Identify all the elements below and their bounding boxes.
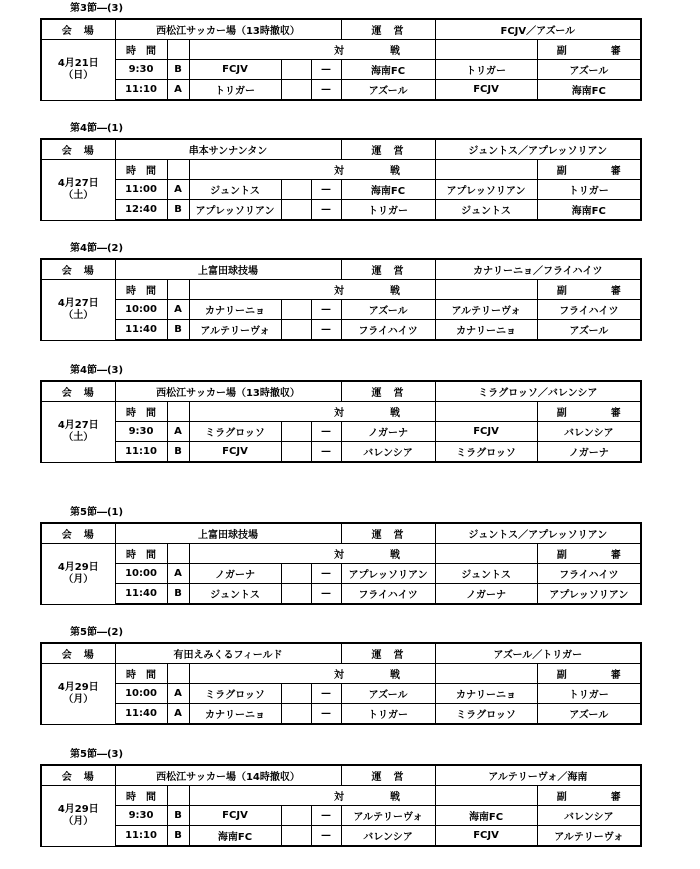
- venue-name: 串本サンナンタン: [115, 139, 341, 160]
- operation-label: 運 営: [341, 523, 435, 544]
- referee-header: [537, 544, 641, 564]
- match-header: [189, 786, 435, 806]
- kickoff-time: 9:30: [115, 422, 167, 442]
- match-date: [41, 402, 115, 463]
- group-header: [167, 40, 189, 60]
- round-title: 第4節―(1): [70, 123, 124, 134]
- vs-dash: —: [311, 300, 341, 320]
- time-header: 時 間: [115, 402, 167, 422]
- match-header-b: 戦: [390, 46, 401, 57]
- referee-1: ジュントス: [435, 200, 537, 221]
- group-letter: B: [167, 200, 189, 221]
- vs-spacer: [281, 300, 311, 320]
- date-text: 4月27日: [57, 297, 99, 309]
- match-date: [41, 664, 115, 725]
- operation-teams: アズール／トリガー: [435, 643, 641, 664]
- group-header: [167, 402, 189, 422]
- group-letter: A: [167, 180, 189, 200]
- match-header-b: 戦: [390, 550, 401, 561]
- game-row: [41, 180, 641, 200]
- match-header-a: 対: [334, 46, 345, 57]
- referee-header-a: 副: [556, 408, 567, 419]
- group-header: [167, 786, 189, 806]
- match-header-spacer: [435, 664, 537, 684]
- time-header: 時 間: [115, 160, 167, 180]
- date-text: 4月29日: [57, 561, 99, 573]
- vs-spacer: [281, 806, 311, 826]
- venue-label: 会 場: [41, 381, 115, 402]
- venue-row: [41, 523, 641, 544]
- venue-name: 西松江サッカー場（13時撤収）: [115, 19, 341, 40]
- venue-row: [41, 139, 641, 160]
- group-letter: A: [167, 422, 189, 442]
- referee-1: ノガーナ: [435, 584, 537, 605]
- venue-row: [41, 765, 641, 786]
- schedule-table: [40, 138, 642, 221]
- operation-teams: ミラグロッソ／バレンシア: [435, 381, 641, 402]
- referee-1: FCJV: [435, 80, 537, 101]
- time-header: 時 間: [115, 544, 167, 564]
- vs-dash: —: [311, 564, 341, 584]
- header-row: [41, 402, 641, 422]
- game-row: [41, 300, 641, 320]
- home-team: FCJV: [189, 806, 281, 826]
- venue-label: 会 場: [41, 19, 115, 40]
- away-team: 海南FC: [341, 60, 435, 80]
- away-team: フライハイツ: [341, 320, 435, 341]
- game-row: [41, 826, 641, 847]
- venue-label: 会 場: [41, 139, 115, 160]
- match-date: [41, 160, 115, 221]
- vs-dash: —: [311, 442, 341, 463]
- referee-2: アプレッソリアン: [537, 584, 641, 605]
- vs-dash: —: [311, 180, 341, 200]
- round-title: 第4節―(2): [70, 243, 124, 254]
- home-team: ミラグロッソ: [189, 684, 281, 704]
- kickoff-time: 11:10: [115, 80, 167, 101]
- vs-spacer: [281, 564, 311, 584]
- referee-header: [537, 786, 641, 806]
- group-letter: A: [167, 564, 189, 584]
- home-team: アプレッソリアン: [189, 200, 281, 221]
- group-header: [167, 544, 189, 564]
- away-team: アズール: [341, 684, 435, 704]
- match-header-a: 対: [334, 408, 345, 419]
- weekday-text: （土）: [63, 431, 94, 443]
- away-team: バレンシア: [341, 826, 435, 847]
- referee-1: ジュントス: [435, 564, 537, 584]
- match-date: [41, 40, 115, 101]
- referee-1: カナリーニョ: [435, 320, 537, 341]
- operation-teams: ジュントス／アプレッソリアン: [435, 523, 641, 544]
- home-team: ミラグロッソ: [189, 422, 281, 442]
- match-header-a: 対: [334, 166, 344, 177]
- vs-dash: —: [311, 60, 341, 80]
- match-header-spacer: [435, 544, 537, 564]
- venue-name: 上富田球技場: [115, 523, 341, 544]
- referee-1: アルテリーヴォ: [435, 300, 537, 320]
- vs-dash: —: [311, 320, 341, 341]
- match-header-a: 対: [334, 670, 344, 681]
- operation-label: 運 営: [341, 19, 435, 40]
- vs-spacer: [281, 704, 311, 725]
- referee-header-b: 審: [610, 286, 621, 297]
- referee-header-a: 副: [556, 792, 567, 803]
- kickoff-time: 12:40: [115, 200, 167, 221]
- date-text: 4月29日: [57, 681, 99, 693]
- away-team: フライハイツ: [341, 584, 435, 605]
- match-header-b: 戦: [390, 286, 401, 297]
- group-letter: B: [167, 584, 189, 605]
- referee-header-b: 審: [610, 166, 621, 177]
- game-row: [41, 684, 641, 704]
- vs-dash: —: [311, 826, 341, 847]
- schedule-table: [40, 642, 642, 725]
- venue-row: [41, 643, 641, 664]
- game-row: [41, 584, 641, 605]
- away-team: トリガー: [341, 200, 435, 221]
- kickoff-time: 10:00: [115, 564, 167, 584]
- game-row: [41, 564, 641, 584]
- operation-label: 運 営: [341, 139, 435, 160]
- kickoff-time: 11:40: [115, 584, 167, 605]
- venue-row: [41, 381, 641, 402]
- home-team: カナリーニョ: [189, 704, 281, 725]
- referee-2: アズール: [537, 60, 641, 80]
- match-header: [189, 664, 435, 684]
- home-team: ジュントス: [189, 584, 281, 605]
- referee-2: アズール: [537, 320, 641, 341]
- game-row: [41, 80, 641, 101]
- match-header-b: 戦: [390, 408, 401, 419]
- operation-label: 運 営: [341, 765, 435, 786]
- match-date: [41, 544, 115, 605]
- away-team: バレンシア: [341, 442, 435, 463]
- header-row: [41, 40, 641, 60]
- venue-label: 会 場: [41, 765, 115, 786]
- vs-spacer: [281, 422, 311, 442]
- referee-2: アズール: [537, 704, 641, 725]
- date-text: 4月29日: [57, 803, 99, 815]
- operation-label: 運 営: [341, 259, 435, 280]
- match-date: [41, 280, 115, 341]
- date-text: 4月27日: [57, 419, 99, 431]
- referee-header-a: 副: [556, 46, 567, 57]
- round-title: 第5節―(3): [70, 749, 124, 760]
- venue-name: 西松江サッカー場（14時撤収）: [115, 765, 341, 786]
- date-text: 4月27日: [57, 177, 99, 189]
- venue-name: 西松江サッカー場（13時撤収）: [115, 381, 341, 402]
- home-team: ジュントス: [189, 180, 281, 200]
- referee-2: フライハイツ: [537, 564, 641, 584]
- away-team: アプレッソリアン: [341, 564, 435, 584]
- home-team: FCJV: [189, 60, 281, 80]
- referee-1: ミラグロッソ: [435, 704, 537, 725]
- referee-header-a: 副: [556, 166, 567, 177]
- referee-2: フライハイツ: [537, 300, 641, 320]
- away-team: トリガー: [341, 704, 435, 725]
- vs-spacer: [281, 200, 311, 221]
- group-letter: A: [167, 684, 189, 704]
- vs-spacer: [281, 442, 311, 463]
- referee-header-b: 審: [610, 46, 621, 57]
- kickoff-time: 10:00: [115, 300, 167, 320]
- match-header-spacer: [435, 786, 537, 806]
- away-team: アズール: [341, 300, 435, 320]
- kickoff-time: 11:10: [115, 826, 167, 847]
- venue-label: 会 場: [41, 523, 115, 544]
- group-letter: A: [167, 704, 189, 725]
- referee-header-b: 審: [610, 670, 621, 681]
- home-team: トリガー: [189, 80, 281, 101]
- operation-teams: カナリーニョ／フライハイツ: [435, 259, 641, 280]
- referee-header-a: 副: [556, 670, 567, 681]
- referee-2: トリガー: [537, 684, 641, 704]
- group-letter: B: [167, 442, 189, 463]
- venue-label: 会 場: [41, 259, 115, 280]
- group-header: [167, 160, 189, 180]
- weekday-text: （日）: [63, 69, 94, 81]
- time-header: 時 間: [115, 786, 167, 806]
- time-header: 時 間: [115, 280, 167, 300]
- game-row: [41, 200, 641, 221]
- referee-header: [537, 160, 641, 180]
- header-row: [41, 160, 641, 180]
- kickoff-time: 11:10: [115, 442, 167, 463]
- venue-row: [41, 19, 641, 40]
- date-text: 4月21日: [57, 57, 99, 69]
- away-team: アズール: [341, 80, 435, 101]
- vs-spacer: [281, 584, 311, 605]
- referee-1: 海南FC: [435, 806, 537, 826]
- venue-row: [41, 259, 641, 280]
- referee-1: カナリーニョ: [435, 684, 537, 704]
- match-header-a: 対: [334, 550, 345, 561]
- referee-2: 海南FC: [537, 200, 641, 221]
- vs-dash: —: [311, 422, 341, 442]
- referee-1: FCJV: [435, 826, 537, 847]
- vs-dash: —: [311, 806, 341, 826]
- referee-header: [537, 402, 641, 422]
- operation-teams: ジュントス／アプレッソリアン: [435, 139, 641, 160]
- match-header: [189, 402, 435, 422]
- match-header: [189, 160, 435, 180]
- vs-dash: —: [311, 584, 341, 605]
- referee-2: ノガーナ: [537, 442, 641, 463]
- match-header-b: 戦: [390, 792, 401, 803]
- game-row: [41, 442, 641, 463]
- venue-name: 有田えみくるフィールド: [115, 643, 341, 664]
- referee-1: アプレッソリアン: [435, 180, 537, 200]
- referee-2: トリガー: [537, 180, 641, 200]
- referee-header-b: 審: [610, 408, 621, 419]
- time-header: 時 間: [115, 40, 167, 60]
- operation-label: 運 営: [341, 643, 435, 664]
- kickoff-time: 9:30: [115, 60, 167, 80]
- header-row: [41, 786, 641, 806]
- match-header-b: 戦: [390, 166, 400, 177]
- operation-teams: FCJV／アズール: [435, 19, 641, 40]
- kickoff-time: 11:40: [115, 704, 167, 725]
- kickoff-time: 10:00: [115, 684, 167, 704]
- schedule-table: [40, 764, 642, 847]
- venue-label: 会 場: [41, 643, 115, 664]
- referee-2: 海南FC: [537, 80, 641, 101]
- match-header: [189, 40, 435, 60]
- referee-header: [537, 280, 641, 300]
- weekday-text: （月）: [63, 573, 94, 585]
- game-row: [41, 704, 641, 725]
- vs-spacer: [281, 826, 311, 847]
- home-team: ノガーナ: [189, 564, 281, 584]
- schedule-table: [40, 380, 642, 463]
- header-row: [41, 280, 641, 300]
- kickoff-time: 9:30: [115, 806, 167, 826]
- referee-header: [537, 40, 641, 60]
- vs-spacer: [281, 80, 311, 101]
- group-header: [167, 280, 189, 300]
- match-header: [189, 544, 435, 564]
- game-row: [41, 60, 641, 80]
- weekday-text: （月）: [63, 693, 94, 705]
- schedule-table: [40, 258, 642, 341]
- referee-1: FCJV: [435, 422, 537, 442]
- time-header: 時 間: [115, 664, 167, 684]
- match-header-spacer: [435, 280, 537, 300]
- vs-dash: —: [311, 200, 341, 221]
- game-row: [41, 806, 641, 826]
- game-row: [41, 422, 641, 442]
- referee-header-a: 副: [556, 286, 567, 297]
- group-letter: B: [167, 60, 189, 80]
- referee-1: トリガー: [435, 60, 537, 80]
- vs-spacer: [281, 60, 311, 80]
- vs-dash: —: [311, 684, 341, 704]
- home-team: アルテリーヴォ: [189, 320, 281, 341]
- group-letter: B: [167, 320, 189, 341]
- schedule-table: [40, 18, 642, 101]
- referee-2: バレンシア: [537, 806, 641, 826]
- group-letter: A: [167, 300, 189, 320]
- match-header-b: 戦: [390, 670, 400, 681]
- referee-1: ミラグロッソ: [435, 442, 537, 463]
- referee-2: アルテリーヴォ: [537, 826, 641, 847]
- vs-spacer: [281, 684, 311, 704]
- referee-header-b: 審: [610, 792, 621, 803]
- kickoff-time: 11:00: [115, 180, 167, 200]
- referee-header-b: 審: [610, 550, 621, 561]
- game-row: [41, 320, 641, 341]
- vs-spacer: [281, 180, 311, 200]
- header-row: [41, 544, 641, 564]
- operation-label: 運 営: [341, 381, 435, 402]
- group-letter: B: [167, 826, 189, 847]
- away-team: 海南FC: [341, 180, 435, 200]
- round-title: 第5節―(2): [70, 627, 124, 638]
- vs-dash: —: [311, 704, 341, 725]
- match-header-spacer: [435, 402, 537, 422]
- home-team: FCJV: [189, 442, 281, 463]
- match-header-a: 対: [334, 792, 345, 803]
- referee-2: バレンシア: [537, 422, 641, 442]
- home-team: カナリーニョ: [189, 300, 281, 320]
- venue-name: 上富田球技場: [115, 259, 341, 280]
- group-letter: A: [167, 80, 189, 101]
- referee-header-a: 副: [556, 550, 567, 561]
- weekday-text: （月）: [63, 815, 94, 827]
- vs-spacer: [281, 320, 311, 341]
- away-team: アルテリーヴォ: [341, 806, 435, 826]
- schedule-table: [40, 522, 642, 605]
- kickoff-time: 11:40: [115, 320, 167, 341]
- weekday-text: （土）: [63, 189, 94, 201]
- round-title: 第5節―(1): [70, 507, 124, 518]
- operation-teams: アルテリーヴォ／海南: [435, 765, 641, 786]
- vs-dash: —: [311, 80, 341, 101]
- match-header-spacer: [435, 160, 537, 180]
- away-team: ノガーナ: [341, 422, 435, 442]
- weekday-text: （土）: [63, 309, 94, 321]
- referee-header: [537, 664, 641, 684]
- group-letter: B: [167, 806, 189, 826]
- match-date: [41, 786, 115, 847]
- header-row: [41, 664, 641, 684]
- round-title: 第4節―(3): [70, 365, 124, 376]
- match-header-spacer: [435, 40, 537, 60]
- round-title: 第3節―(3): [70, 3, 124, 14]
- match-header: [189, 280, 435, 300]
- match-header-a: 対: [334, 286, 345, 297]
- group-header: [167, 664, 189, 684]
- home-team: 海南FC: [189, 826, 281, 847]
